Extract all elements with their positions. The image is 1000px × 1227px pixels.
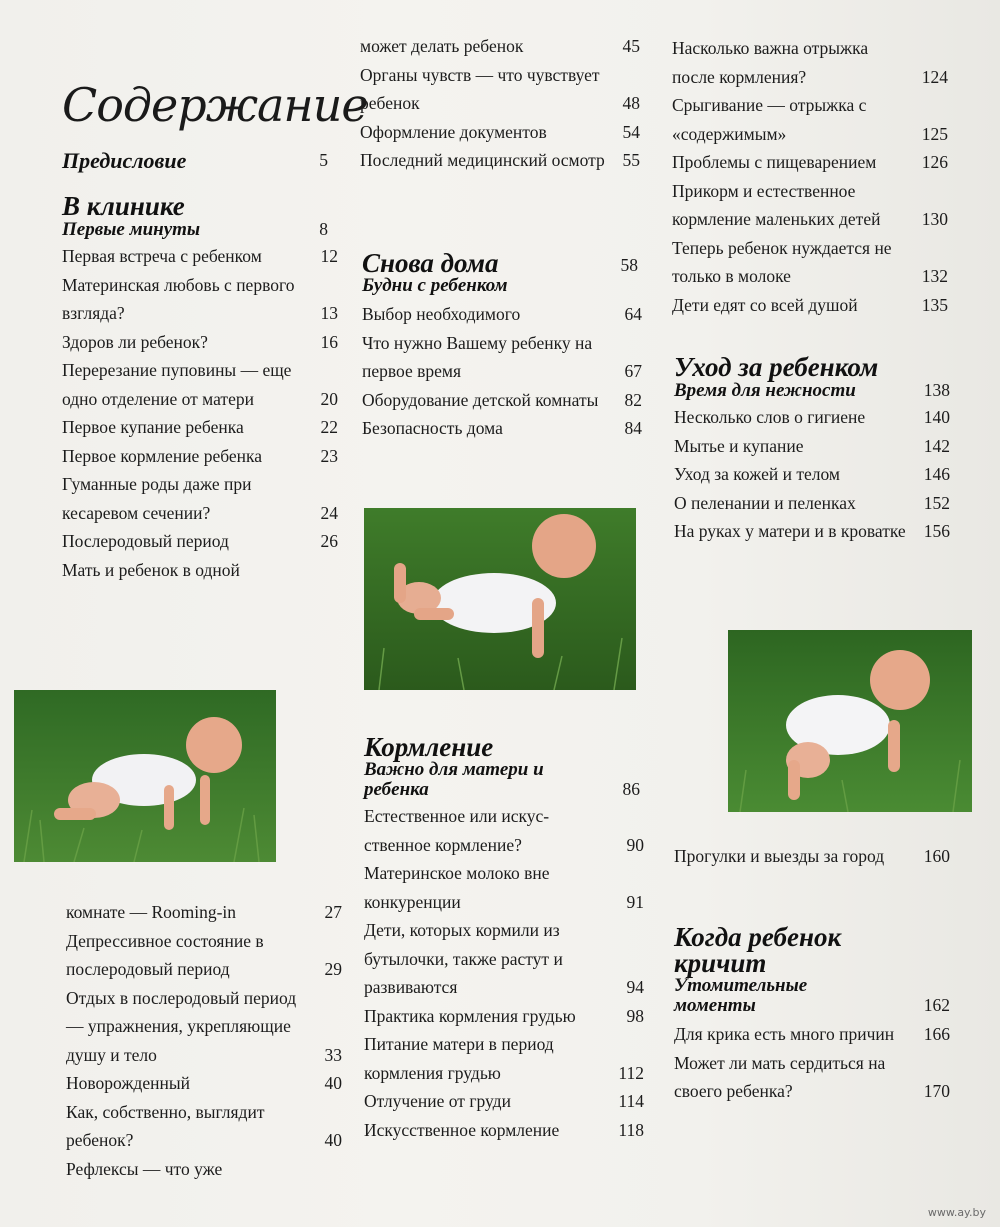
toc-entry[interactable]: [360, 32, 640, 61]
clinic-continued-entries: [66, 898, 342, 1183]
home-entries: [362, 300, 642, 443]
feeding-title: Кормление: [364, 732, 494, 762]
toc-entry-page: 112: [618, 1062, 644, 1083]
toc-entry-text: Безопасность дома: [362, 418, 503, 438]
toc-entry-page: 135: [921, 294, 948, 315]
toc-entry-text: Отлучение от груди: [364, 1091, 511, 1111]
toc-entry[interactable]: [674, 842, 950, 871]
toc-entry-page: 12: [320, 246, 338, 266]
toc-entry-page: 20: [320, 388, 338, 409]
toc-entry[interactable]: [364, 1030, 644, 1087]
toc-entry-text: Мытье и купание: [674, 435, 804, 456]
clinic-title: В клинике: [62, 191, 185, 221]
toc-entry-page: 166: [923, 1024, 950, 1044]
toc-entry-page: 160: [923, 846, 950, 866]
toc-entry-text: Как, собственно, выглядит ребенок?: [66, 1101, 265, 1150]
toc-entry-text: О пеленании и пеленках: [674, 492, 856, 513]
toc-entry[interactable]: [364, 1116, 644, 1145]
preface-page: 5: [319, 150, 328, 170]
column-3-top: [672, 34, 948, 319]
clinic-subtitle-page: 8: [319, 219, 328, 239]
feeding-subtitle: Важно для матери и ребенка: [364, 759, 544, 800]
toc-entry[interactable]: [674, 432, 950, 461]
contents-title: Содержание: [62, 78, 368, 132]
toc-entry[interactable]: [674, 1020, 950, 1049]
toc-entry-page: 27: [324, 902, 342, 922]
toc-entry[interactable]: [62, 413, 338, 442]
toc-entry-page: 132: [921, 266, 948, 286]
home-subtitle: Будни с ребенком: [362, 275, 508, 296]
toc-entry[interactable]: [62, 470, 338, 527]
toc-entry-page: 114: [618, 1091, 644, 1111]
toc-entry-page: 22: [320, 417, 338, 437]
toc-entry-text: Срыгивание — отрыжка с «содержимым»: [672, 95, 867, 144]
care-subtitle-page: 138: [923, 380, 950, 400]
toc-entry-text: Искусственное кормление: [364, 1119, 560, 1140]
feeding-subtitle-page: 86: [622, 779, 640, 799]
baby-crawling-photo-2: [364, 508, 636, 690]
toc-entry-page: 40: [324, 1130, 342, 1150]
toc-entry[interactable]: [360, 61, 640, 118]
toc-entry-page: 16: [320, 331, 338, 352]
toc-entry-text: Насколько важна отрыжка после кормления?: [672, 38, 869, 87]
column-3-care: [674, 354, 950, 546]
toc-entry-text: Материнское молоко вне конкуренции: [364, 863, 550, 912]
col2-continued-entries: [360, 32, 640, 175]
toc-entry-page: 140: [923, 407, 950, 427]
toc-entry[interactable]: [674, 460, 950, 489]
toc-entry-page: 124: [921, 66, 948, 87]
crying-subtitle-page: 162: [923, 995, 950, 1015]
toc-entry-page: 82: [624, 389, 642, 410]
feeding-entries: [364, 802, 644, 1144]
crying-subtitle-row[interactable]: [674, 976, 950, 1016]
col3-continued-entries: [672, 34, 948, 319]
toc-entry-page: 91: [626, 891, 644, 912]
crying-title: Когда ребенок кричит: [674, 922, 842, 978]
toc-entry[interactable]: [362, 386, 642, 415]
toc-entry-text: Практика кормления грудью: [364, 1005, 576, 1026]
toc-entry[interactable]: [66, 1069, 342, 1098]
toc-entry[interactable]: [364, 1087, 644, 1116]
toc-entry-text: Рефлексы — что уже: [66, 1158, 223, 1179]
toc-entry[interactable]: [62, 527, 338, 556]
toc-entry-text: Материнская любовь с первого взгляда?: [62, 274, 295, 323]
toc-entry-page: 170: [923, 1081, 950, 1101]
care-subtitle: Время для нежности: [674, 380, 856, 401]
toc-entry-page: 125: [921, 123, 948, 144]
toc-entry-text: Отдых в послеродовый период — упражнения, укрепляющие душу и тело: [66, 987, 297, 1065]
toc-entry-page: 142: [923, 435, 950, 456]
toc-entry[interactable]: [672, 91, 948, 148]
column-2-home: [362, 250, 642, 443]
care-after-entries: [674, 842, 950, 871]
toc-entry-text: Питание матери в период кормления грудью: [364, 1034, 554, 1083]
column-1-top: [62, 78, 368, 584]
toc-entry-page: 29: [324, 959, 342, 979]
toc-entry[interactable]: [62, 556, 338, 585]
toc-entry-page: 55: [622, 150, 640, 170]
toc-entry[interactable]: [66, 927, 342, 984]
toc-entry-page: 126: [921, 152, 948, 172]
toc-entry-text: Несколько слов о гигиене: [674, 407, 866, 427]
toc-entry-page: 40: [324, 1073, 342, 1093]
toc-entry[interactable]: [66, 1098, 342, 1155]
care-subtitle-row[interactable]: [674, 380, 950, 401]
toc-entry-page: 90: [626, 834, 644, 855]
toc-entry[interactable]: [62, 356, 338, 413]
toc-entry[interactable]: [62, 271, 338, 328]
toc-entry[interactable]: [360, 146, 640, 175]
toc-entry[interactable]: [66, 1155, 342, 1184]
home-title: Снова дома: [362, 248, 499, 278]
toc-entry-page: 84: [624, 418, 642, 438]
toc-entry-page: 67: [624, 361, 642, 381]
toc-entry[interactable]: [62, 442, 338, 471]
baby-crawling-photo-1: [14, 690, 276, 862]
home-title-row[interactable]: [362, 250, 642, 276]
toc-entry-page: 26: [320, 531, 338, 551]
toc-entry-text: Первое кормление ребенка: [62, 445, 263, 466]
column-2-top: [360, 32, 640, 175]
clinic-entries: [62, 242, 338, 584]
toc-entry-page: 54: [622, 121, 640, 142]
toc-entry-text: Прогулки и выезды за город: [674, 846, 885, 866]
toc-entry[interactable]: [364, 802, 644, 859]
toc-entry-page: 94: [626, 977, 644, 997]
toc-entry[interactable]: [364, 859, 644, 916]
toc-entry-page: 98: [626, 1005, 644, 1026]
care-entries: [674, 403, 950, 546]
toc-entry[interactable]: [672, 34, 948, 91]
toc-entry-text: Выбор необходимого: [362, 304, 521, 324]
toc-entry-page: 64: [624, 304, 642, 324]
toc-entry-text: Послеродовый период: [62, 531, 229, 551]
toc-entry-text: Теперь ребенок нуждается не только в молоке: [672, 237, 892, 286]
toc-entry-text: Мать и ребенок в одной: [62, 559, 240, 580]
toc-entry[interactable]: [364, 1002, 644, 1031]
toc-entry-text: Что нужно Вашему ребенку на первое время: [362, 332, 593, 381]
toc-entry-text: Прикорм и естественное кормление маленьких детей: [672, 180, 881, 229]
toc-entry-text: Первая встреча с ребенком: [62, 246, 262, 266]
toc-entry-text: комнате — Rooming-in: [66, 902, 237, 922]
toc-entry-page: 13: [320, 303, 338, 323]
toc-entry-text: Органы чувств — что чувствует ребенок: [360, 64, 600, 113]
toc-entry-text: Здоров ли ребенок?: [62, 331, 208, 352]
toc-entry[interactable]: [674, 489, 950, 518]
toc-entry[interactable]: [62, 328, 338, 357]
toc-entry-text: Новорожденный: [66, 1073, 190, 1093]
toc-entry-text: Проблемы с пищеварением: [672, 152, 877, 172]
column-3-crying: [674, 924, 950, 1106]
clinic-subtitle-row[interactable]: [62, 219, 338, 240]
toc-entry-text: Уход за кожей и телом: [674, 464, 840, 484]
toc-entry-text: может делать ребенок: [360, 36, 524, 56]
toc-entry[interactable]: [364, 916, 644, 1002]
toc-entry[interactable]: [362, 329, 642, 386]
toc-entry-page: 24: [320, 502, 338, 523]
toc-entry-page: 23: [320, 445, 338, 466]
toc-entry[interactable]: [62, 242, 338, 271]
toc-entry-text: Для крика есть много причин: [674, 1024, 895, 1044]
column-1-bottom: [66, 898, 342, 1183]
toc-entry[interactable]: [674, 403, 950, 432]
toc-entry-page: 156: [923, 521, 950, 541]
toc-entry[interactable]: [674, 517, 950, 546]
toc-entry-text: Перерезание пуповины — еще одно отделение от матери: [62, 360, 292, 409]
toc-entry[interactable]: [362, 300, 642, 329]
toc-entry-page: 152: [923, 492, 950, 513]
toc-entry-text: Оформление документов: [360, 121, 547, 142]
home-title-page: 58: [620, 255, 638, 275]
toc-entry[interactable]: [66, 898, 342, 927]
toc-entry-text: Последний медицинский осмотр: [360, 150, 605, 170]
watermark: www.ay.by: [927, 1206, 986, 1219]
toc-entry-text: Гуманные роды даже при кесаревом сечении?: [62, 474, 252, 523]
clinic-subtitle: Первые минуты: [62, 219, 201, 240]
toc-entry[interactable]: [360, 118, 640, 147]
toc-entry-text: Оборудование детской комнаты: [362, 389, 599, 410]
toc-entry-page: 130: [921, 209, 948, 229]
toc-entry-text: Дети, которых кормили из бутылочки, также растут и развиваются: [364, 920, 563, 997]
toc-entry-page: 48: [622, 93, 640, 113]
preface-label: Предисловие: [62, 148, 187, 173]
toc-entry[interactable]: [362, 414, 642, 443]
baby-crawling-photo-3: [728, 630, 972, 812]
toc-entry-text: Дети едят со всей душой: [672, 294, 858, 315]
toc-entry[interactable]: [672, 291, 948, 320]
feeding-subtitle-row[interactable]: [364, 760, 644, 800]
crying-subtitle: Утомительные моменты: [674, 975, 808, 1016]
toc-entry-page: 118: [618, 1119, 644, 1140]
toc-entry-text: Депрессивное состояние в послеродовый период: [66, 930, 264, 979]
toc-entry-text: Первое купание ребенка: [62, 417, 244, 437]
toc-entry-page: 33: [324, 1044, 342, 1065]
toc-entry-page: 146: [923, 464, 950, 484]
toc-entry-text: Может ли мать сердиться на своего ребенка?: [674, 1052, 886, 1101]
toc-entry[interactable]: [674, 1049, 950, 1106]
crying-entries: [674, 1020, 950, 1106]
care-title: Уход за ребенком: [674, 352, 879, 382]
toc-entry-text: На руках у матери и в кроватке: [674, 521, 906, 541]
toc-entry-text: Естественное или искус-ственное кормление?: [364, 806, 550, 855]
toc-entry[interactable]: [66, 984, 342, 1070]
toc-entry[interactable]: [672, 234, 948, 291]
toc-entry[interactable]: [672, 177, 948, 234]
preface-entry[interactable]: [62, 150, 338, 171]
column-2-feeding: [364, 734, 644, 1144]
column-3-care-continued: [674, 842, 950, 871]
toc-entry[interactable]: [672, 148, 948, 177]
toc-entry-page: 45: [622, 36, 640, 56]
